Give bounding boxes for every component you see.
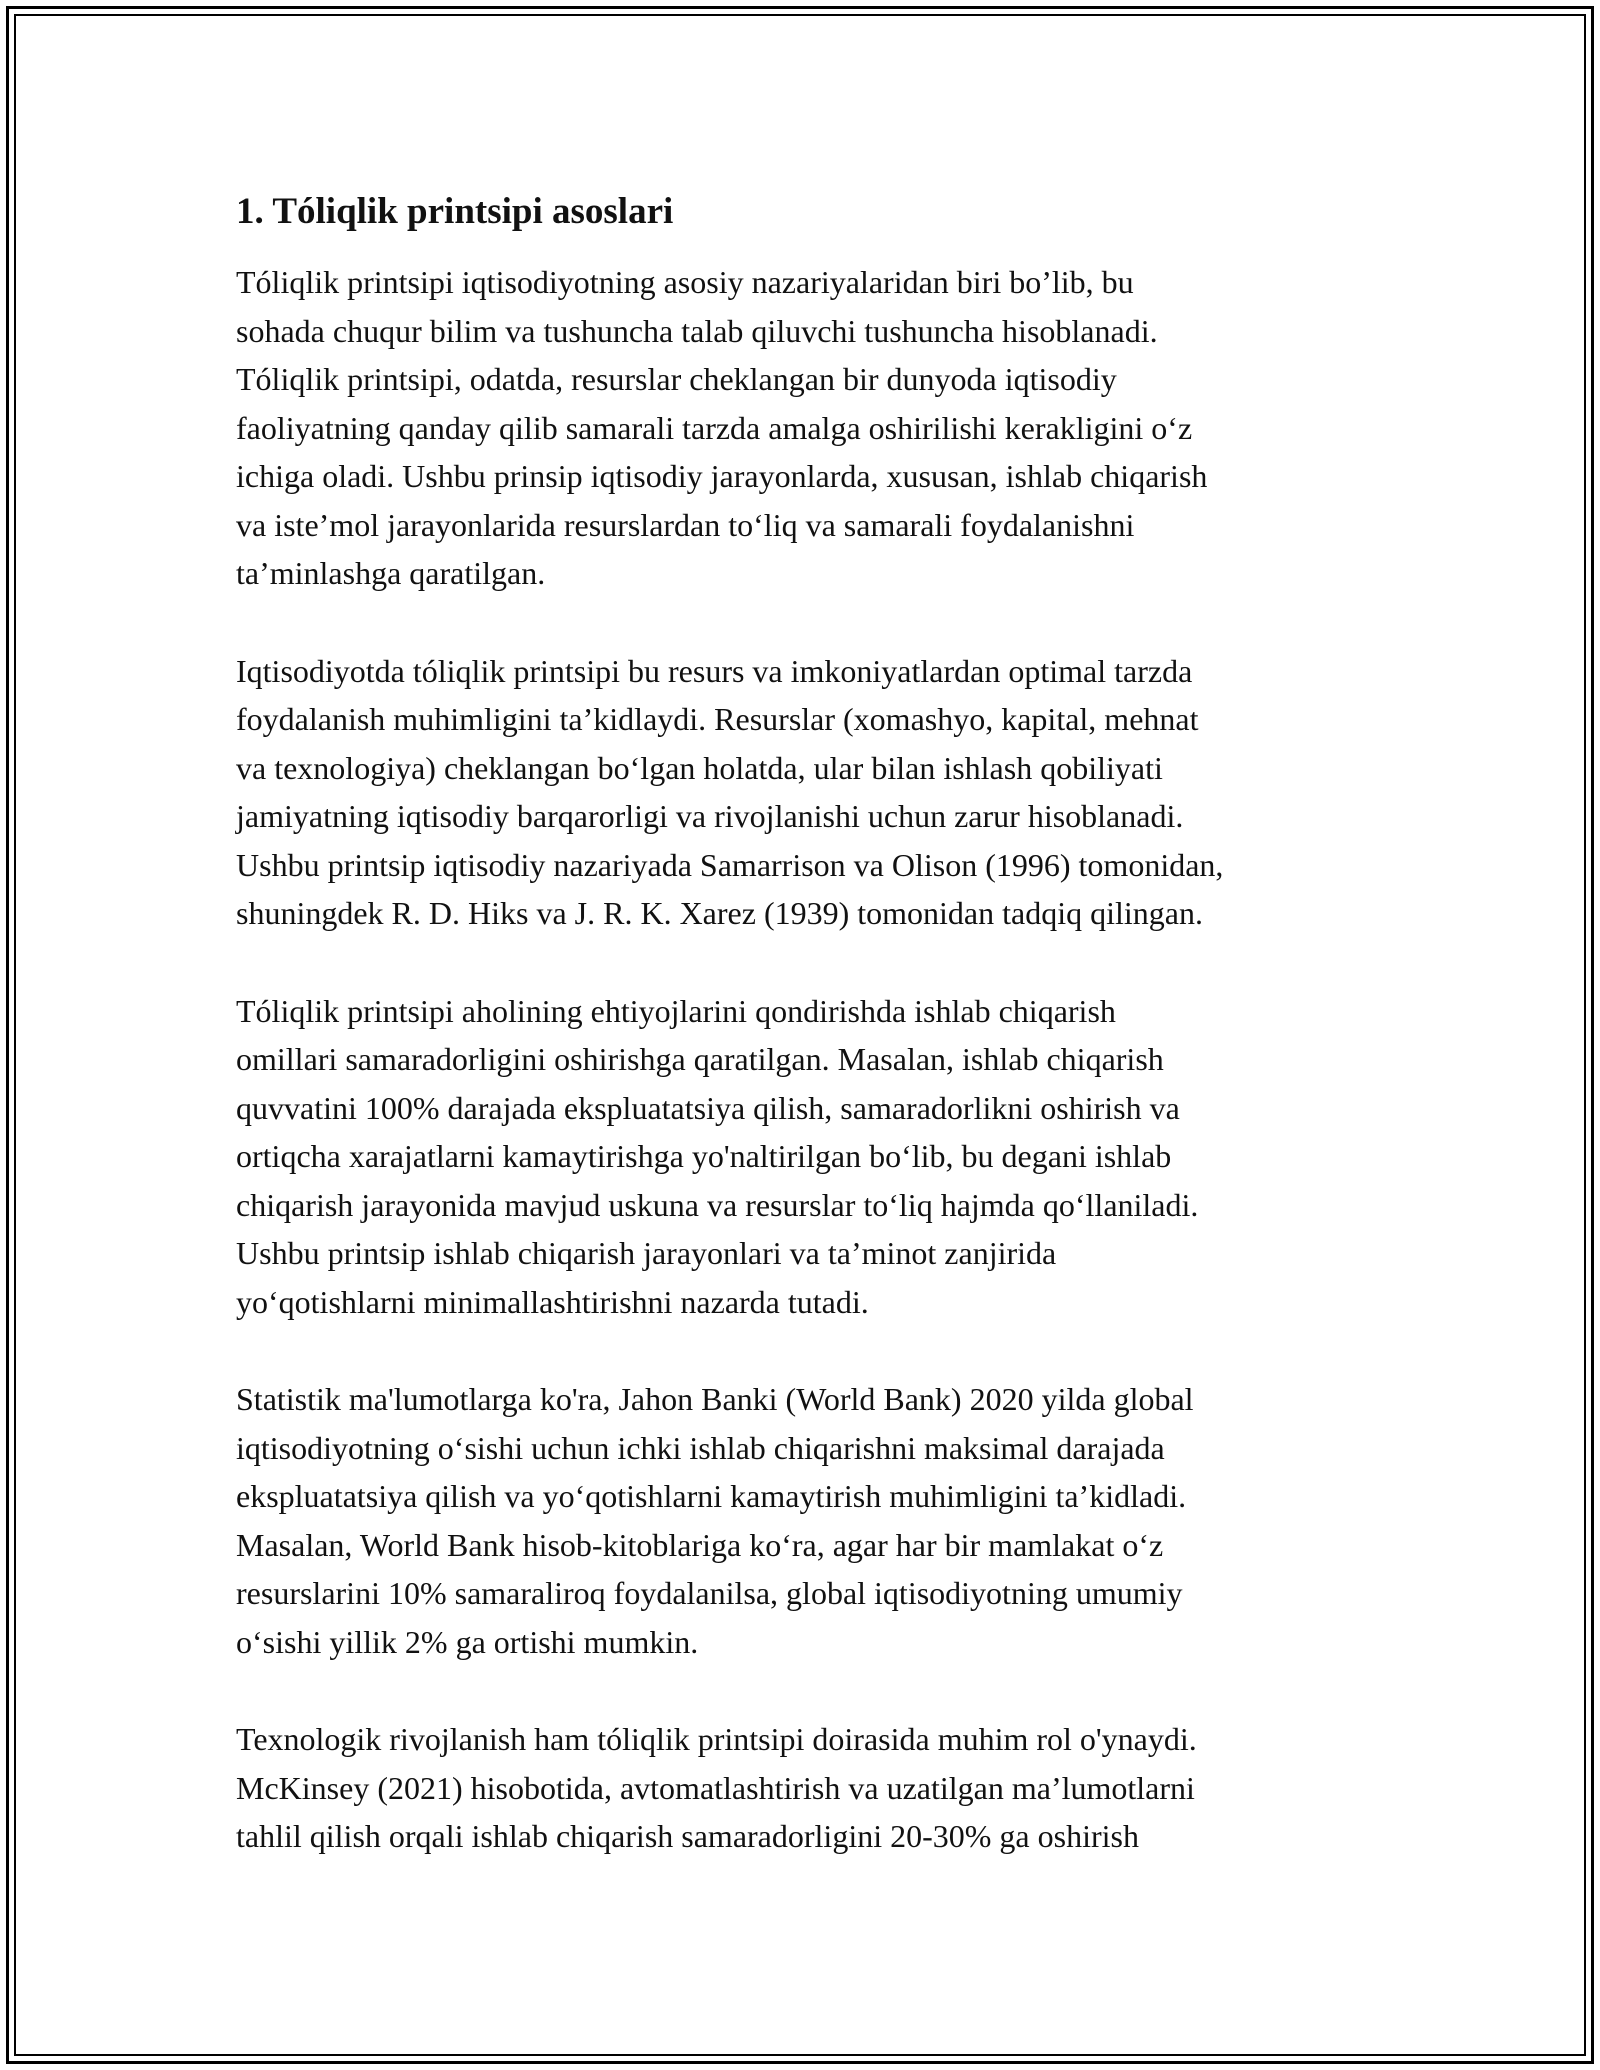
text-line: chiqarish jarayonida mavjud uskuna va resurslar to‘liq hajmda qo‘llaniladi. <box>236 1186 1199 1223</box>
text-line: Texnologik rivojlanish ham tóliqlik printsipi doirasida muhim rol o'ynaydi. <box>236 1721 1197 1757</box>
text-line: jamiyatning iqtisodiy barqarorligi va rivojlanishi uchun zarur hisoblanadi. <box>236 798 1184 834</box>
text-line: tahlil qilish orqali ishlab chiqarish samaradorligini 20-30% ga oshirish <box>236 1818 1139 1854</box>
text-line: Tóliqlik printsipi iqtisodiyotning asosiy nazariyalaridan biri bo’lib, bu <box>236 264 1134 300</box>
paragraph-5 <box>236 1715 1376 1861</box>
text-line: resurslarini 10% samaraliroq foydalanilsa, global iqtisodiyotning umumiy <box>236 1575 1183 1611</box>
text-line: Tóliqlik printsipi aholining ehtiyojlarini qondirishda ishlab chiqarish <box>236 992 1116 1029</box>
text-line: ekspluatatsiya qilish va yo‘qotishlarni kamaytirish muhimligini ta’kidladi. <box>236 1478 1187 1514</box>
text-line: Statistik ma'lumotlarga ko'ra, Jahon Banki (World Bank) 2020 yilda global <box>236 1381 1194 1417</box>
text-line: sohada chuqur bilim va tushuncha talab qiluvchi tushuncha hisoblanadi. <box>236 312 1158 349</box>
text-line: Masalan, World Bank hisob-kitoblariga ko‘ra, agar har bir mamlakat o‘z <box>236 1526 1164 1563</box>
text-line: shuningdek R. D. Hiks va J. R. K. Xarez (1939) tomonidan tadqiq qilingan. <box>236 895 1203 931</box>
text-line: Tóliqlik printsipi, odatda, resurslar cheklangan bir dunyoda iqtisodiy <box>236 361 1117 397</box>
text-line: Ushbu printsip iqtisodiy nazariyada Samarrison va Olison (1996) tomonidan, <box>236 846 1224 883</box>
text-line: Iqtisodiyotda tóliqlik printsipi bu resurs va imkoniyatlardan optimal tarzda <box>236 652 1193 689</box>
text-line: ichiga oladi. Ushbu prinsip iqtisodiy jarayonlarda, xususan, ishlab chiqarish <box>236 458 1208 494</box>
text-line: va iste’mol jarayonlarida resurslardan to‘liq va samarali foydalanishni <box>236 506 1135 543</box>
text-line: va texnologiya) cheklangan bo‘lgan holatda, ular bilan ishlash qobiliyati <box>236 749 1163 786</box>
paragraph-2 <box>236 647 1376 938</box>
paragraph-4 <box>236 1375 1376 1666</box>
text-line: faoliyatning qanday qilib samarali tarzda amalga oshirilishi kerakligini o‘z <box>236 409 1193 446</box>
text-line: McKinsey (2021) hisobotida, avtomatlashtirish va uzatilgan ma’lumotlarni <box>236 1769 1195 1806</box>
text-line: Ushbu printsip ishlab chiqarish jarayonlari va ta’minot zanjirida <box>236 1235 1057 1271</box>
text-line: ortiqcha xarajatlarni kamaytirishga yo'naltirilgan bo‘lib, bu degani ishlab <box>236 1138 1172 1174</box>
text-line: quvvatini 100% darajada ekspluatatsiya qilish, samaradorlikni oshirish va <box>236 1089 1180 1126</box>
text-line: o‘sishi yillik 2% ga ortishi mumkin. <box>236 1623 699 1660</box>
text-line: foydalanish muhimligini ta’kidlaydi. Resurslar (xomashyo, kapital, mehnat <box>236 701 1199 737</box>
text-line: omillari samaradorligini oshirishga qaratilgan. Masalan, ishlab chiqarish <box>236 1041 1164 1077</box>
text-line: yo‘qotishlarni minimallashtirishni nazarda tutadi. <box>236 1283 869 1320</box>
paragraph-1 <box>236 258 1376 598</box>
paragraph-3 <box>236 987 1376 1327</box>
document-body <box>236 188 1376 1910</box>
text-line: iqtisodiyotning o‘sishi uchun ichki ishlab chiqarishni maksimal darajada <box>236 1429 1165 1466</box>
text-line: ta’minlashga qaratilgan. <box>236 555 546 591</box>
section-heading: 1. Tóliqlik printsipi asoslari <box>236 191 674 232</box>
